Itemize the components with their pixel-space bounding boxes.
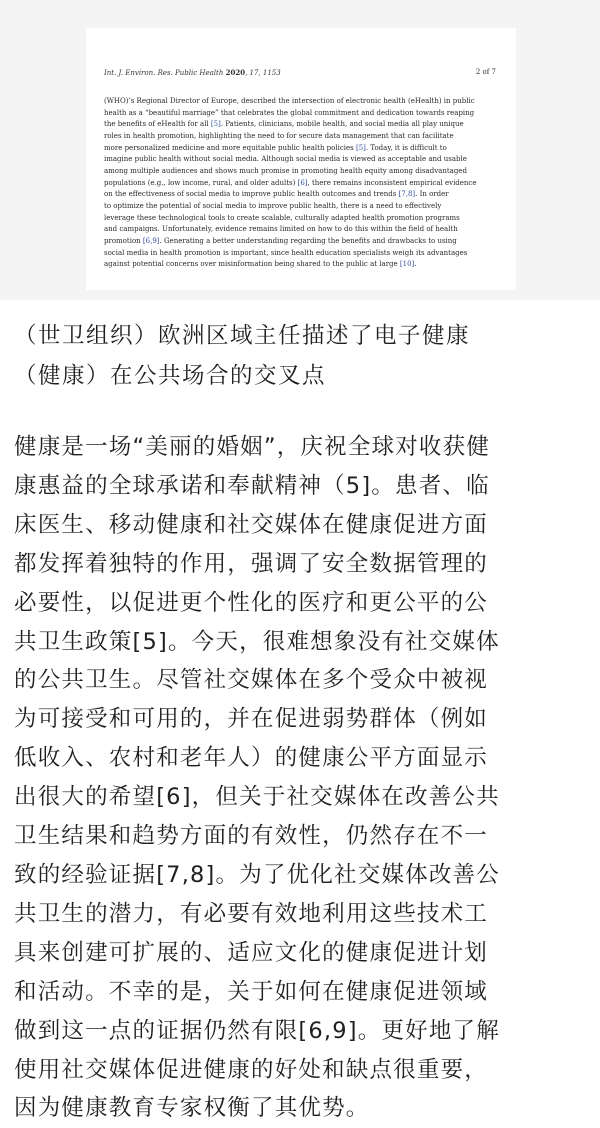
paper-line: imagine public health without social media. Although social media is viewed as acceptable and usable [104, 155, 467, 164]
body-line: 使用社交媒体促进健康的好处和缺点很重要， [14, 1056, 489, 1083]
paper-line: on the effectiveness of social media to improve public health outcomes and trends [7,8]. In order [104, 190, 449, 199]
paper-line: health as a “beautiful marriage” that celebrates the global commitment and dedication towards reaping [104, 108, 475, 117]
heading-line: （健康）在公共场合的交叉点 [14, 363, 327, 389]
body-line: 共卫生政策[5]。今天，很难想象没有社交媒体 [14, 628, 500, 655]
journal-volume: , 17, 1153 [245, 69, 281, 77]
body-line: 共卫生的潜力，有必要有效地利用这些技术工 [14, 900, 489, 927]
translation-section [14, 316, 586, 1122]
paper-line: and campaigns. Unfortunately, evidence remains limited on how to do this within the field of health [104, 225, 458, 234]
journal-name: Int. J. Environ. Res. Public Health [104, 69, 224, 77]
paper-line: roles in health promotion, highlighting the need to for secure data management that can facilitate [104, 131, 454, 140]
body-line: 具来创建可扩展的、适应文化的健康促进计划 [14, 939, 489, 966]
journal-year: 2020 [225, 68, 246, 77]
citation-ref[interactable]: [7,8] [398, 190, 416, 199]
body-line: 床医生、移动健康和社交媒体在健康促进方面 [14, 511, 489, 538]
paper-line: social media in health promotion is important, since health education specialists weigh its advantages [104, 248, 468, 257]
body-line: 卫生结果和趋势方面的有效性，仍然存在不一 [14, 823, 489, 850]
body-line: 都发挥着独特的作用，强调了安全数据管理的 [14, 550, 489, 577]
paper-line: leverage these technological tools to create scalable, culturally adapted health promotion programs [104, 213, 460, 222]
citation-ref[interactable]: [10] [399, 260, 415, 269]
citation-ref[interactable]: [5] [210, 120, 221, 129]
body-line: 做到这一点的证据仍然有限[6,9]。更好地了解 [14, 1017, 500, 1044]
citation-ref[interactable]: [6] [297, 178, 308, 187]
body-line: 出很大的希望[6]，但关于社交媒体在改善公共 [14, 784, 500, 811]
body-line: 的公共卫生。尽管社交媒体在多个受众中被视 [14, 667, 489, 694]
body-line: 致的经验证据[7,8]。为了优化社交媒体改善公 [14, 861, 500, 888]
translation-heading [14, 316, 586, 396]
body-line: 健康是一场“美丽的婚姻”，庆祝全球对收获健 [14, 434, 491, 460]
body-line: 因为健康教育专家权衡了其优势。 [14, 1095, 370, 1122]
body-line: 低收入、农村和老年人）的健康公平方面显示 [14, 745, 489, 772]
paper-line: to optimize the potential of social media to improve public health, there is a need to effectively [104, 201, 442, 210]
body-line: 康惠益的全球承诺和奉献精神（5]。患者、临 [14, 472, 490, 499]
body-line: 和活动。不幸的是，关于如何在健康促进领域 [14, 978, 489, 1005]
paper-line: more personalized medicine and more equitable public health policies [5]. Today, it is difficult to [104, 143, 447, 152]
citation-ref[interactable]: [6,9] [142, 236, 160, 245]
citation-ref[interactable]: [5] [355, 143, 366, 152]
paper-line: populations (e.g., low income, rural, and older adults) [6], there remains inconsistent empirical evidence [104, 178, 477, 187]
paper-line: (WHO)’s Regional Director of Europe, described the intersection of electronic health (eHealth) in public [104, 97, 475, 105]
page-number: 2 of 7 [475, 68, 496, 76]
body-line: 必要性，以促进更个性化的医疗和更公平的公 [14, 589, 489, 616]
paper-line: the benefits of eHealth for all [5]. Patients, clinicians, mobile health, and social media all play unique [104, 120, 464, 129]
body-line: 为可接受和可用的，并在促进弱势群体（例如 [14, 706, 489, 733]
paper-line: among multiple audiences and shows much promise in promoting health equity among disadvantaged [104, 166, 467, 175]
heading-line: （世卫组织）欧洲区域主任描述了电子健康 [14, 323, 471, 349]
translation-body [14, 428, 586, 1128]
paper-line: promotion [6,9]. Generating a better understanding regarding the benefits and drawbacks to using [104, 236, 457, 245]
journal-citation [104, 68, 281, 77]
paper-line: against potential concerns over misinformation being shared to the public at large [10]. [104, 260, 417, 269]
paper-paragraph [104, 96, 496, 271]
paper-running-header [104, 68, 496, 77]
